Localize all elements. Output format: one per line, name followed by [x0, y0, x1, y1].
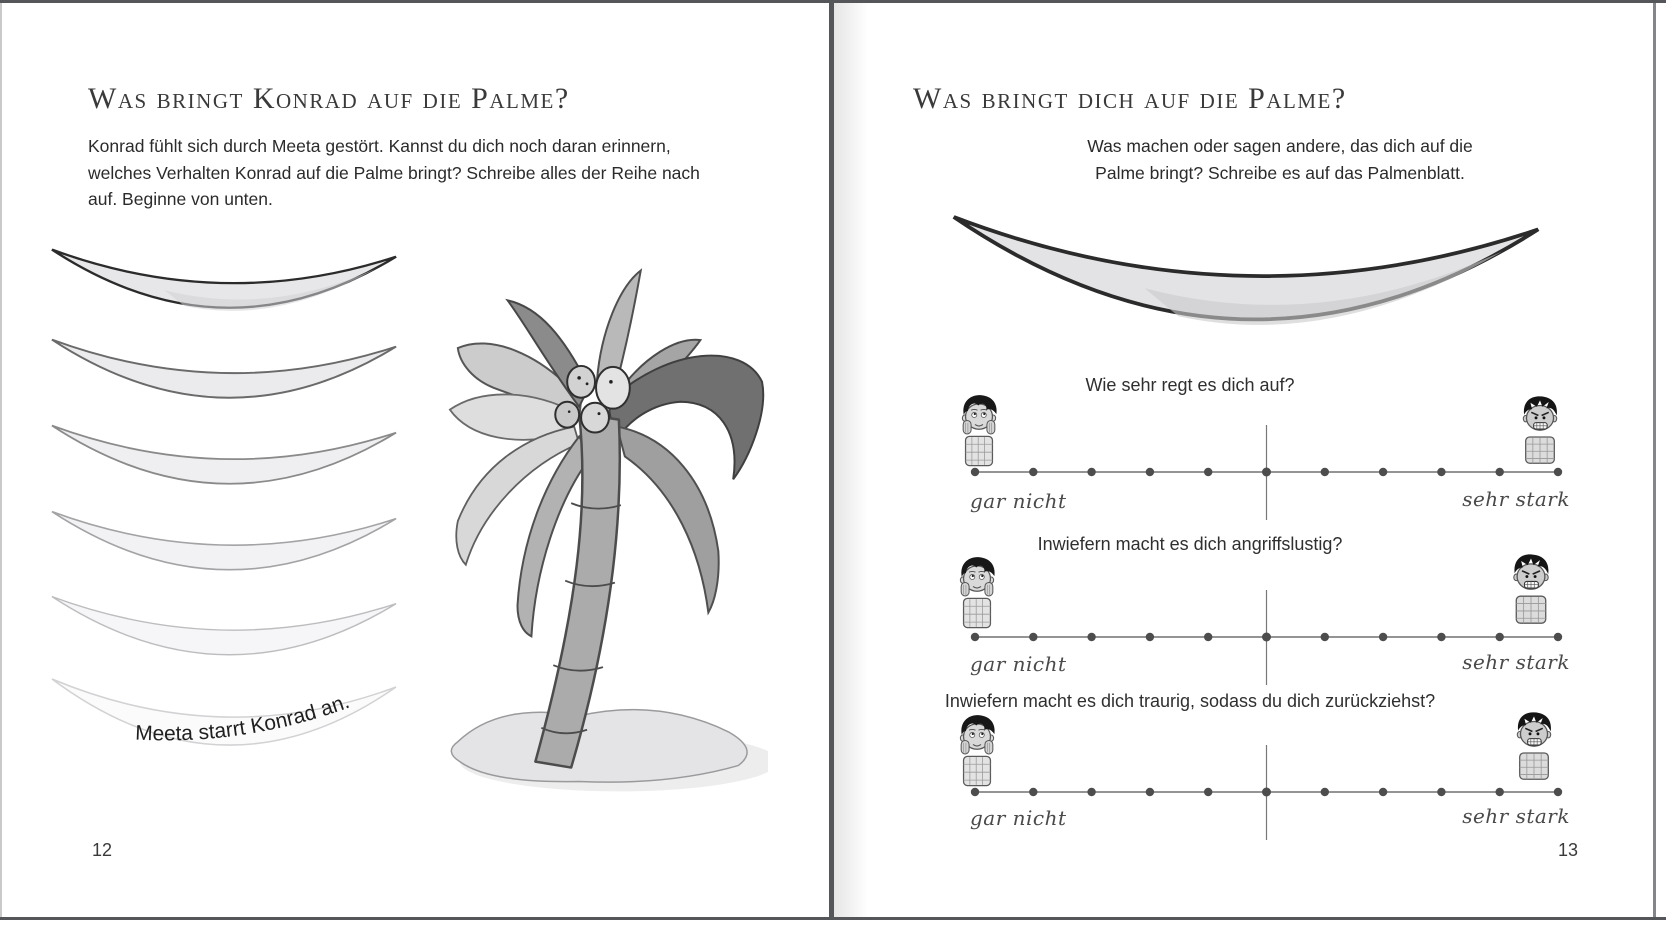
scale-max-label-2: sehr stark	[1462, 650, 1570, 674]
angry-kid-illustration	[1500, 552, 1562, 624]
right-page-number: 13	[1557, 840, 1578, 860]
left-page-intro: Konrad fühlt sich durch Meeta gestört. Kannst du dich noch daran erinnern, welches Verhalten Konrad auf die Palme bringt? Schreibe alles der Reihe nach auf. Beginne von unten.	[88, 136, 700, 210]
left-page-number: 12	[92, 840, 113, 860]
palm-tree-illustration	[430, 252, 768, 795]
scale-min-label-1: gar nicht	[970, 489, 1067, 513]
right-frame-border	[1653, 3, 1656, 917]
page-gutter-shadow	[834, 3, 868, 918]
rating-scale-3	[950, 737, 1590, 847]
right-page-intro: Was machen oder sagen andere, das dich auf die Palme bringt? Schreibe es auf das Palmenblatt.	[1087, 136, 1473, 183]
palm-leaf-line-4	[45, 494, 403, 582]
left-frame-border	[0, 3, 2, 917]
scale-question-2: Inwiefern macht es dich angriffslustig?	[1037, 534, 1343, 554]
scale-question-3: Inwiefern macht es dich traurig, sodass du dich zurückziehst?	[944, 691, 1436, 711]
palm-leaf-line-1	[45, 232, 403, 320]
calm-kid-illustration	[946, 712, 1008, 788]
scale-question-1: Wie sehr regt es dich auf?	[1085, 375, 1295, 395]
angry-kid-illustration	[1504, 710, 1564, 780]
spread-divider	[829, 0, 834, 920]
palm-leaf-line-6	[45, 659, 403, 759]
right-page-title: Was bringt dich auf die Palme?	[913, 82, 1347, 115]
scale-max-label-3: sehr stark	[1462, 804, 1570, 828]
calm-kid-illustration	[948, 392, 1010, 468]
scale-min-label-3: gar nicht	[970, 806, 1067, 830]
left-page-title: Was bringt Konrad auf die Palme?	[88, 82, 570, 115]
scale-max-label-1: sehr stark	[1462, 487, 1570, 511]
palm-leaf-line-3	[45, 408, 403, 496]
calm-kid-illustration	[946, 554, 1008, 630]
scale-min-label-2: gar nicht	[970, 652, 1067, 676]
palm-leaf-line-5	[45, 579, 403, 667]
palm-leaf-line-2	[45, 322, 403, 410]
palm-leaf-writing-area	[942, 186, 1550, 341]
angry-kid-illustration	[1510, 394, 1570, 464]
leaf-entry-text: Meeta starrt Konrad an.	[134, 689, 353, 746]
left-page	[0, 0, 829, 920]
